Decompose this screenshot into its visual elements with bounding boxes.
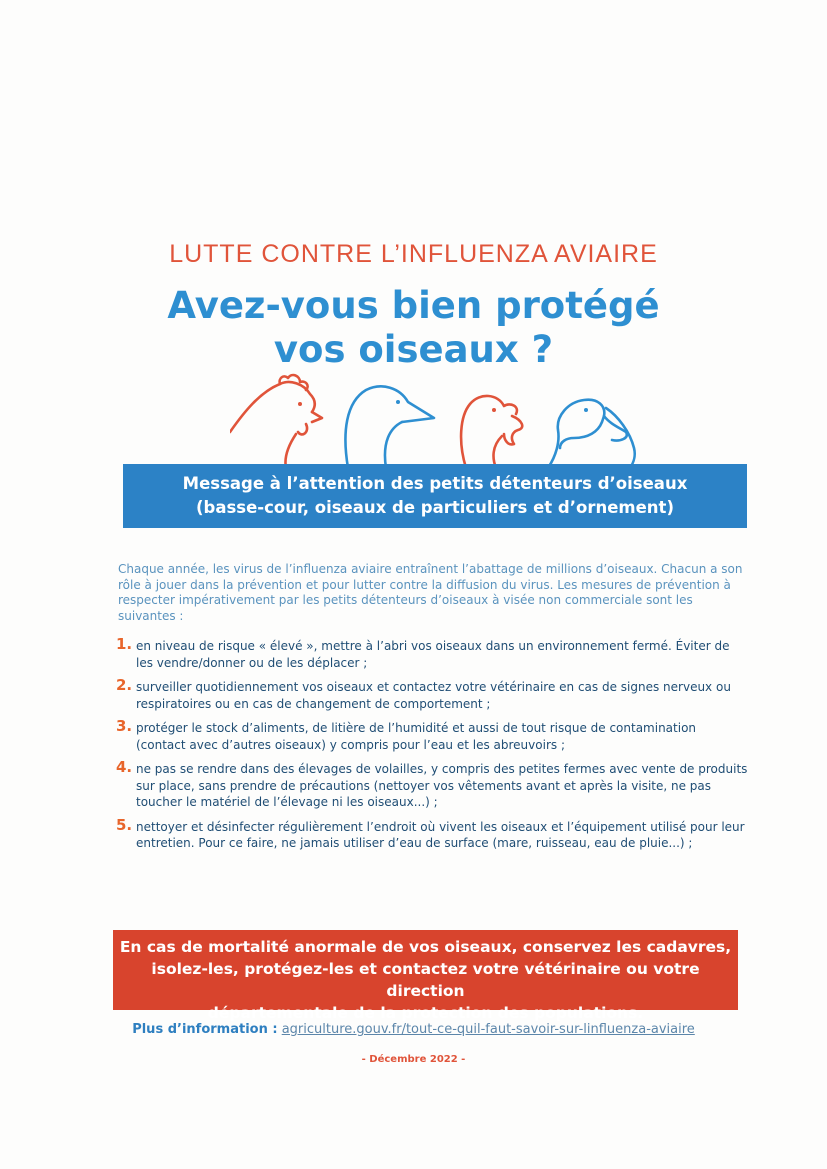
publication-date: - Décembre 2022 -: [361, 1054, 466, 1065]
goose-icon: [345, 386, 434, 468]
intro-paragraph: Chaque année, les virus de l’influenza aviaire entraînent l’abattage de millions d’oiseaux. Chacun a son rôle à jouer dans la prévention et pour lutter contre la diffusion du virus. Les mesures de prévention à respecter impérativement par les petits détenteurs d’oiseaux à visée non commerciale sont les suivantes :: [118, 562, 743, 623]
list-item: [116, 758, 748, 811]
item-number: 4.: [116, 758, 133, 776]
item-text: nettoyer et désinfecter régulièrement l’endroit où vivent les oiseaux et l’équipement utilisé pour leur entretien. Pour ce faire, ne jamais utiliser d’eau de surface (mare, ruisseau, eau de pluie...) ;: [136, 819, 745, 850]
item-number: 1.: [116, 635, 133, 653]
rooster-icon: [230, 375, 322, 468]
item-text: protéger le stock d’aliments, de litière de l’humidité et aussi de tout risque de contamination (contact avec d’autres oiseaux) y compris pour l’eau et les abreuvoirs ;: [136, 721, 697, 752]
item-number: 2.: [116, 676, 133, 694]
turkey-icon: [461, 396, 522, 468]
audience-line-2: (basse-cour, oiseaux de particuliers et d’ornement): [195, 498, 674, 517]
more-info: [0, 1022, 827, 1037]
duck-icon: [548, 400, 635, 468]
page-title: [0, 284, 827, 372]
more-info-link[interactable]: agriculture.gouv.fr/tout-ce-quil-faut-savoir-sur-linfluenza-aviaire: [281, 1022, 695, 1037]
alert-banner: [113, 930, 738, 1022]
item-text: ne pas se rendre dans des élevages de volailles, y compris des petites fermes avec vente de produits sur place, sans prendre de précautions (nettoyer vos vêtements avant et après la visite, ne pas toucher le matériel de l’élevage ni les oiseaux...) ;: [136, 762, 748, 809]
title-line-1: Avez-vous bien protégé: [167, 284, 660, 327]
measures-list: [116, 635, 748, 852]
list-item: [116, 676, 748, 712]
alert-line-1: En cas de mortalité anormale de vos oiseaux, conservez les cadavres,: [119, 938, 732, 956]
list-item: [116, 635, 748, 671]
kicker-title: LUTTE CONTRE L’INFLUENZA AVIAIRE: [169, 240, 658, 268]
audience-line-1: Message à l’attention des petits détenteurs d’oiseaux: [182, 474, 688, 493]
alert-line-2: isolez-les, protégez-les et contactez votre vétérinaire ou votre direction: [151, 960, 700, 1000]
more-info-label: Plus d’information :: [132, 1022, 278, 1037]
alert-line-3: départementale de la protection des populations.: [207, 1004, 644, 1022]
item-text: surveiller quotidiennement vos oiseaux et contactez votre vétérinaire en cas de signes nerveux ou respiratoires ou en cas de changement de comportement ;: [136, 680, 731, 711]
audience-banner: [123, 464, 747, 528]
item-text: en niveau de risque « élevé », mettre à l’abri vos oiseaux dans un environnement fermé. Éviter de les vendre/donner ou de les déplacer ;: [136, 639, 730, 670]
birds-illustration: [230, 372, 640, 468]
list-item: [116, 815, 748, 852]
list-item: [116, 717, 748, 753]
item-number: 5.: [116, 815, 133, 834]
title-line-2: vos oiseaux ?: [273, 328, 554, 371]
item-number: 3.: [116, 717, 133, 735]
